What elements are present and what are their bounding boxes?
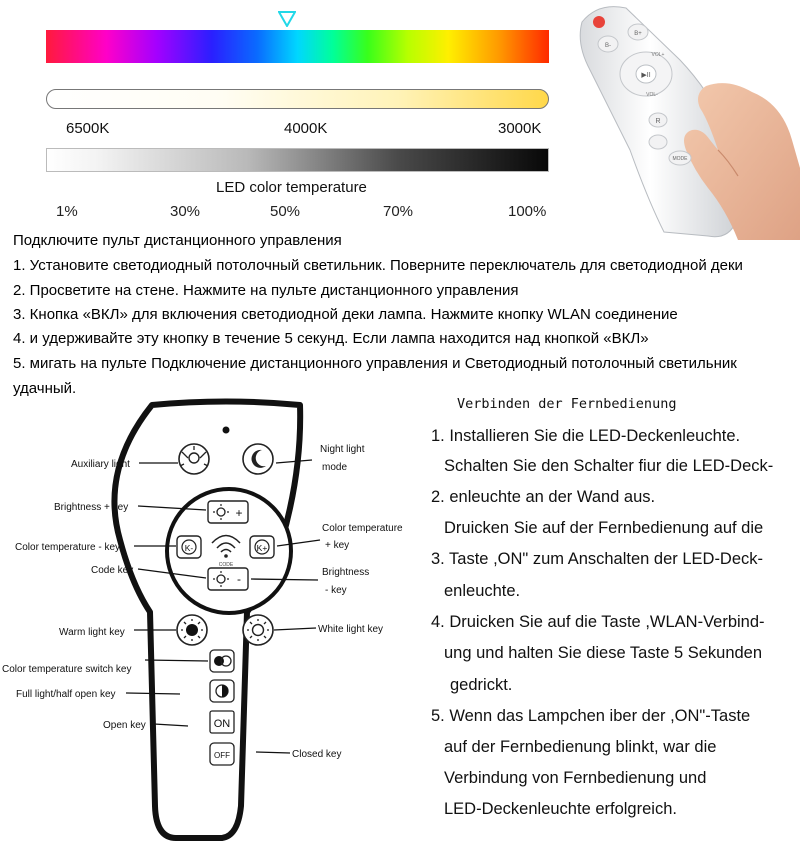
svg-text:K-: K-	[184, 543, 194, 553]
label-night-light: Night light	[320, 444, 365, 455]
power-key-icon	[593, 16, 605, 28]
de-line-11: auf der Fernbedienung blinkt, war die	[444, 738, 717, 756]
de-line-10: 5. Wenn das Lampchen iber der ,ON"-Taste	[431, 707, 751, 725]
temp-label-4000k: 4000K	[284, 120, 328, 137]
de-line-6: enleuchte.	[444, 582, 521, 600]
de-line-7: 4. Druicken Sie auf die Taste ,WLAN-Verbind-	[431, 613, 765, 631]
svg-text:B-: B-	[605, 43, 611, 49]
ru-line-3: 3. Кнопка «ВКЛ» для включения светодиодной деки лампа. Нажмите кнопку WLAN соединение	[13, 306, 678, 323]
brightness-label-100: 100%	[508, 203, 547, 220]
brightness-label-1: 1%	[56, 203, 78, 220]
brightness-minus-key	[208, 568, 248, 590]
color-temperature-plus-key	[250, 536, 274, 558]
brightness-label-70: 70%	[383, 203, 414, 220]
warm-light-key	[177, 615, 207, 645]
remote-key-diagram	[0, 395, 420, 851]
de-line-1: 1. Installieren Sie die LED-Deckenleuchte.	[431, 427, 741, 445]
de-line-2: Schalten Sie den Schalter fiur die LED-Deck-	[444, 457, 774, 475]
indicator-dot	[223, 427, 230, 434]
svg-text:R: R	[655, 118, 661, 125]
ru-line-1: 1. Установите светодиодный потолочный светильник. Поверните переключатель для светодиодной деки	[13, 257, 743, 274]
ru-line-intro: Подключите пульт дистанционного управления	[13, 232, 342, 249]
full-half-light-key	[210, 680, 234, 702]
de-line-3: 2. enleuchte an der Wand aus.	[431, 488, 656, 506]
svg-text:ON: ON	[213, 718, 231, 730]
label-cct-switch: Color temperature switch key	[2, 664, 132, 675]
svg-text:▶II: ▶II	[641, 72, 651, 79]
de-heading: Verbinden der Fernbedienung	[457, 396, 677, 412]
color-temperature-switch-key	[210, 650, 234, 672]
label-brightness-minus: Brightness	[322, 567, 370, 578]
svg-text:VOL-: VOL-	[646, 92, 658, 98]
night-light-key	[243, 444, 273, 474]
label-warm-light: Warm light key	[59, 627, 125, 638]
svg-text:B+: B+	[634, 31, 642, 37]
led-color-temperature-caption: LED color temperature	[216, 179, 367, 196]
svg-text:VOL+: VOL+	[651, 52, 665, 58]
remote-in-hand-photo	[568, 0, 800, 240]
brightness-label-50: 50%	[270, 203, 301, 220]
svg-text:K+: K+	[256, 543, 268, 553]
label-open-key: Open key	[103, 720, 146, 731]
label-color-temperature-minus: Color temperature - key	[15, 542, 121, 553]
rgb-spectrum-bar	[46, 30, 549, 63]
label-color-temperature-plus: Color temperature	[322, 523, 403, 534]
brightness-gradient-bar	[46, 148, 549, 172]
temp-label-6500k: 6500K	[66, 120, 110, 137]
label-brightness-minus-key: - key	[325, 585, 347, 596]
brightness-plus-key	[208, 501, 248, 523]
white-light-key	[243, 615, 273, 645]
label-code-key: Code key	[91, 565, 134, 576]
de-line-13: LED-Deckenleuchte erfolgreich.	[444, 800, 677, 818]
svg-text:OFF: OFF	[214, 751, 230, 760]
label-closed-key: Closed key	[292, 749, 342, 760]
closed-key	[210, 743, 234, 765]
color-temperature-minus-key	[177, 536, 201, 558]
label-full-half-light: Full light/half open key	[16, 689, 116, 700]
de-line-4: Druicken Sie auf der Fernbedienung auf die	[444, 519, 764, 537]
de-line-12: Verbindung von Fernbedienung und	[444, 769, 707, 787]
open-key	[210, 711, 234, 733]
svg-text:MODE: MODE	[672, 156, 688, 162]
ru-line-2: 2. Просветите на стене. Нажмите на пульте дистанционного управления	[13, 282, 519, 299]
temp-label-3000k: 3000K	[498, 120, 542, 137]
label-brightness-plus: Brightness + key	[54, 502, 129, 513]
brightness-label-30: 30%	[170, 203, 201, 220]
label-night-light-mode: mode	[322, 462, 348, 473]
svg-text:+: +	[235, 506, 243, 520]
color-temperature-bar	[46, 89, 549, 109]
label-white-light: White light key	[318, 624, 384, 635]
svg-text:CODE: CODE	[218, 562, 234, 568]
svg-text:-: -	[237, 572, 241, 586]
ru-line-5: 5. мигать на пульте Подключение дистанционного управления и Светодиодный потолочный светильник	[13, 355, 737, 372]
label-color-temperature-plus-key: + key	[325, 540, 350, 551]
auxiliary-light-key	[179, 444, 209, 474]
ru-line-4: 4. и удерживайте эту кнопку в течение 5 секунд. Если лампа находится над кнопкой «ВКЛ»	[13, 330, 649, 347]
label-auxiliary-light: Auxiliary light	[71, 459, 130, 470]
de-line-8: ung und halten Sie diese Taste 5 Sekunden	[444, 644, 763, 662]
ru-line-6: удачный.	[13, 380, 77, 397]
de-line-9: gedrickt.	[450, 676, 513, 694]
de-line-5: 3. Taste ,ON" zum Anschalten der LED-Deck-	[431, 550, 764, 568]
triangle-marker-icon	[278, 11, 296, 27]
